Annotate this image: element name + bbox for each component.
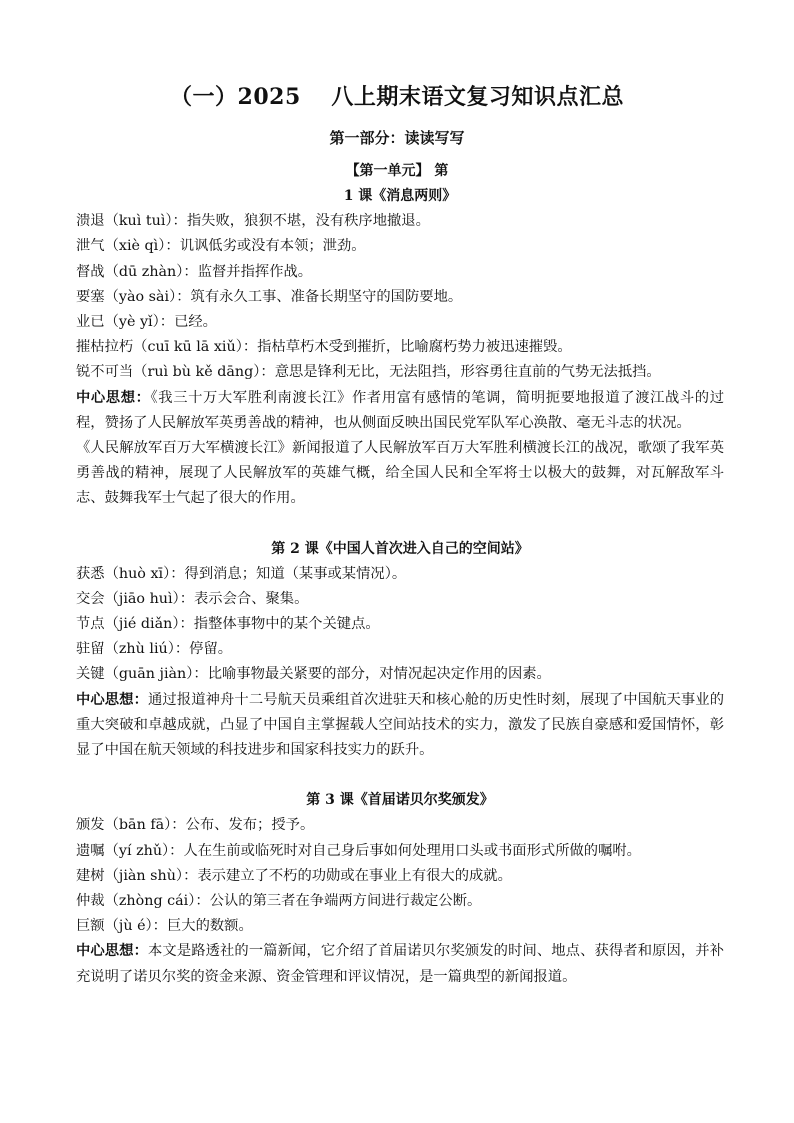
central-idea-continued: 《人民解放军百万大军横渡长江》新闻报道了人民解放军百万大军胜利横渡长江的战况，歌颂了我军英勇善战的精神，展现了人民解放军的英雄气概，给全国人民和全军将士以极大的鼓舞，对瓦解敌军斗志、鼓舞我军士气起了很大的作用。 <box>76 439 724 507</box>
vocab-entry: 建树（jiàn shù）：表示建立了不朽的功勋或在事业上有很大的成就。 <box>76 867 512 884</box>
part-title: 第一部分：读读写写 <box>329 129 465 147</box>
central-idea-text: 《我三十万大军胜利南渡长江》作者用富有感情的笔调，简明扼要地报道了渡江战斗的过程，赞扬了人民解放军英勇善战的精神，也从侧面反映出国民党军队军心涣散、毫无斗志的状况。 <box>76 389 725 431</box>
central-idea <box>76 939 724 989</box>
central-idea-label: 中心思想： <box>76 389 151 406</box>
central-idea-label: 中心思想： <box>76 943 149 960</box>
vocab-entry: 业已（yè yǐ）：已经。 <box>76 313 217 330</box>
vocab-entry: 督战（dū zhàn）：监督并指挥作战。 <box>76 263 313 280</box>
vocab-entry: 交会（jiāo huì）：表示会合、聚集。 <box>76 590 309 607</box>
vocab-entry: 获悉（huò xī）：得到消息；知道（某事或某情况）。 <box>76 565 407 582</box>
vocab-entry: 摧枯拉朽（cuī kū lā xiǔ）：指枯草朽木受到摧折，比喻腐朽势力被迅速摧毁。 <box>76 339 572 356</box>
vocab-entry: 颁发（bān fā）：公布、发布；授予。 <box>76 817 315 834</box>
central-idea-label: 中心思想： <box>76 691 149 708</box>
vocab-entry: 锐不可当（ruì bù kě dāng）：意思是锋利无比，无法阻挡，形容勇往直前的气势无法抵挡。 <box>76 364 661 381</box>
central-idea <box>76 386 724 436</box>
unit-title: 【第一单元】 第 <box>345 163 449 179</box>
vocab-entry: 要塞（yào sài）：筑有永久工事、准备长期坚守的国防要地。 <box>76 288 463 305</box>
vocab-entry: 溃退（kuì tuì）：指失败，狼狈不堪，没有秩序地撤退。 <box>76 213 430 230</box>
page-title: （一）2025 八上期末语文复习知识点汇总 <box>170 84 624 110</box>
central-idea <box>76 688 724 764</box>
vocab-entry: 巨额（jù é）：巨大的数额。 <box>76 918 253 935</box>
vocab-entry: 泄气（xiè qì）：讥讽低劣或没有本领；泄劲。 <box>76 238 366 255</box>
central-idea-text: 通过报道神舟十二号航天员乘组首次进驻天和核心舱的历史性时刻，展现了中国航天事业的重大突破和卓越成就，凸显了中国自主掌握载人空间站技术的实力，激发了民族自豪感和爱国情怀，彰显了中国在航天领域的科技进步和国家科技实力的跃升。 <box>76 691 724 759</box>
vocab-entry: 遗嘱（yí zhǔ）：人在生前或临死时对自己身后事如何处理用口头或书面形式所做的嘱咐。 <box>76 842 641 859</box>
lesson-title: 第 2 课《中国人首次进入自己的空间站》 <box>271 540 529 557</box>
lesson-title: 1 课《消息两则》 <box>343 188 457 204</box>
central-idea-text: 本文是路透社的一篇新闻，它介绍了首届诺贝尔奖颁发的时间、地点、获得者和原因，并补充说明了诺贝尔奖的资金来源、资金管理和评议情况，是一篇典型的新闻报道。 <box>76 943 724 985</box>
vocab-entry: 关键（guān jiàn）：比喻事物最关紧要的部分，对情况起决定作用的因素。 <box>76 666 551 683</box>
vocab-entry: 仲裁（zhòng cái）：公认的第三者在争端两方间进行裁定公断。 <box>76 893 482 909</box>
lesson-title: 第 3 课《首届诺贝尔奖颁发》 <box>306 792 494 809</box>
document-body <box>76 184 724 990</box>
vocab-entry: 驻留（zhù liú）：停留。 <box>76 641 233 658</box>
vocab-entry: 节点（jié diǎn）：指整体事物中的某个关键点。 <box>76 616 380 633</box>
